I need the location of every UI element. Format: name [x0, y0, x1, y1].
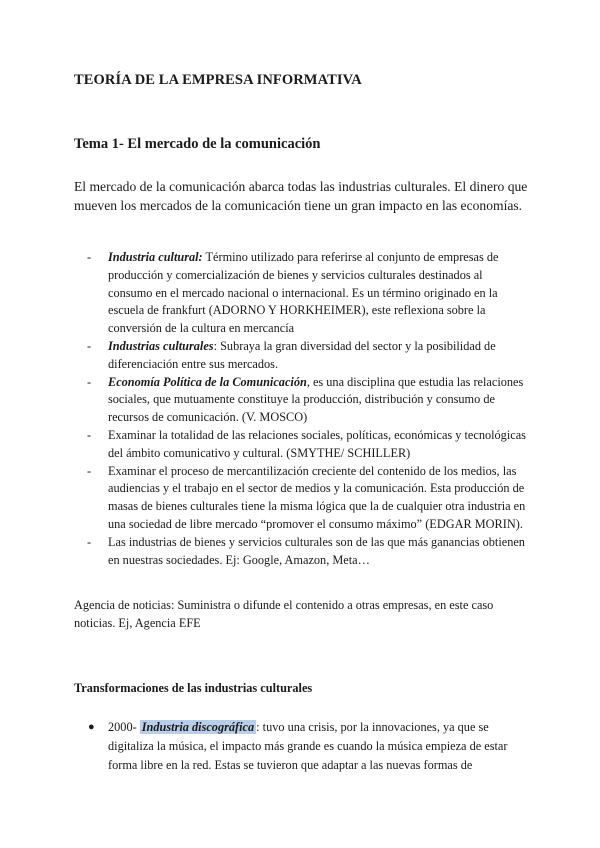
- definition-text: : Subraya la gran diversidad del sector y la posibilidad de diferenciación entre sus mercados.: [108, 338, 496, 371]
- dash-bullet: -: [87, 338, 92, 353]
- transformation-text: : tuvo una crisis, por la innovaciones, ya que se digitaliza la música, el impacto más grande es cuando la música empieza de estar forma libre en la red. Estas se tuvieron que adaptar a las nuevas formas de: [108, 720, 508, 772]
- list-item: [87, 463, 529, 534]
- section-heading: Transformaciones de las industrias culturales: [74, 681, 313, 695]
- tema-title: Tema 1- El mercado de la comunicación: [74, 136, 321, 152]
- definitions-list: [87, 249, 529, 569]
- bullet-dot-icon: ●: [88, 721, 95, 733]
- agencia-paragraph: Agencia de noticias: Suministra o difunde el contenido a otras empresas, en este caso noticias. Ej, Agencia EFE: [74, 598, 494, 630]
- dash-bullet: -: [87, 374, 92, 389]
- term-industrias-culturales: Industrias culturales: [108, 338, 214, 353]
- dash-bullet: -: [87, 463, 92, 478]
- definition-text: Examinar el proceso de mercantilización creciente del contenido de los medios, las audiencias y el trabajo en el sector de medios y la comunicación. Esta producción de masas de bienes culturales tiene la misma lógica que la de cualquier otra industria en una sociedad de libre mercado “promover el consumo máximo” (EDGAR MORIN).: [108, 463, 526, 531]
- dash-bullet: -: [87, 534, 92, 549]
- highlighted-term: Industria discográfica: [141, 720, 255, 734]
- term-industria-cultural: Industria cultural:: [108, 250, 203, 264]
- year-prefix: 2000-: [108, 720, 140, 734]
- list-item: [87, 374, 529, 427]
- term-economia-politica: Economía Política de la Comunicación: [108, 374, 307, 389]
- definition-text: , es una disciplina que estudia las relaciones sociales, que mutuamente constituye la producción, distribución y consumo de recursos de comunicación. (V. MOSCO): [108, 374, 524, 425]
- list-item: [87, 427, 529, 463]
- definition-text: Examinar la totalidad de las relaciones sociales, políticas, económicas y tecnológicas del ámbito comunicativo y cultural. (SMYTHE/ SCHILLER): [108, 427, 526, 460]
- dash-bullet: -: [87, 427, 92, 442]
- dash-bullet: -: [87, 250, 92, 264]
- transformations-list: [87, 718, 529, 775]
- list-item: [87, 338, 529, 374]
- definition-text: Término utilizado para referirse al conjunto de empresas de producción y comercialización de bienes y servicios culturales destinados al consumo en el mercado nacional o internacional. Es un término originado en la escuela de frankfurt (ADORNO Y HORKHEIMER), este reflexiona sobre la conversión de la cultura en mercancía: [108, 250, 499, 336]
- definition-text: Las industrias de bienes y servicios culturales son de las que más ganancias obtienen en nuestras sociedades. Ej: Google, Amazon, Meta…: [108, 534, 525, 567]
- list-item: [87, 718, 529, 775]
- document-title: TEORÍA DE LA EMPRESA INFORMATIVA: [74, 72, 362, 88]
- list-item: [87, 249, 529, 338]
- intro-paragraph: El mercado de la comunicación abarca todas las industrias culturales. El dinero que mueven los mercados de la comunicación tiene un gran impacto en las economías.: [74, 179, 528, 213]
- list-item: [87, 534, 529, 570]
